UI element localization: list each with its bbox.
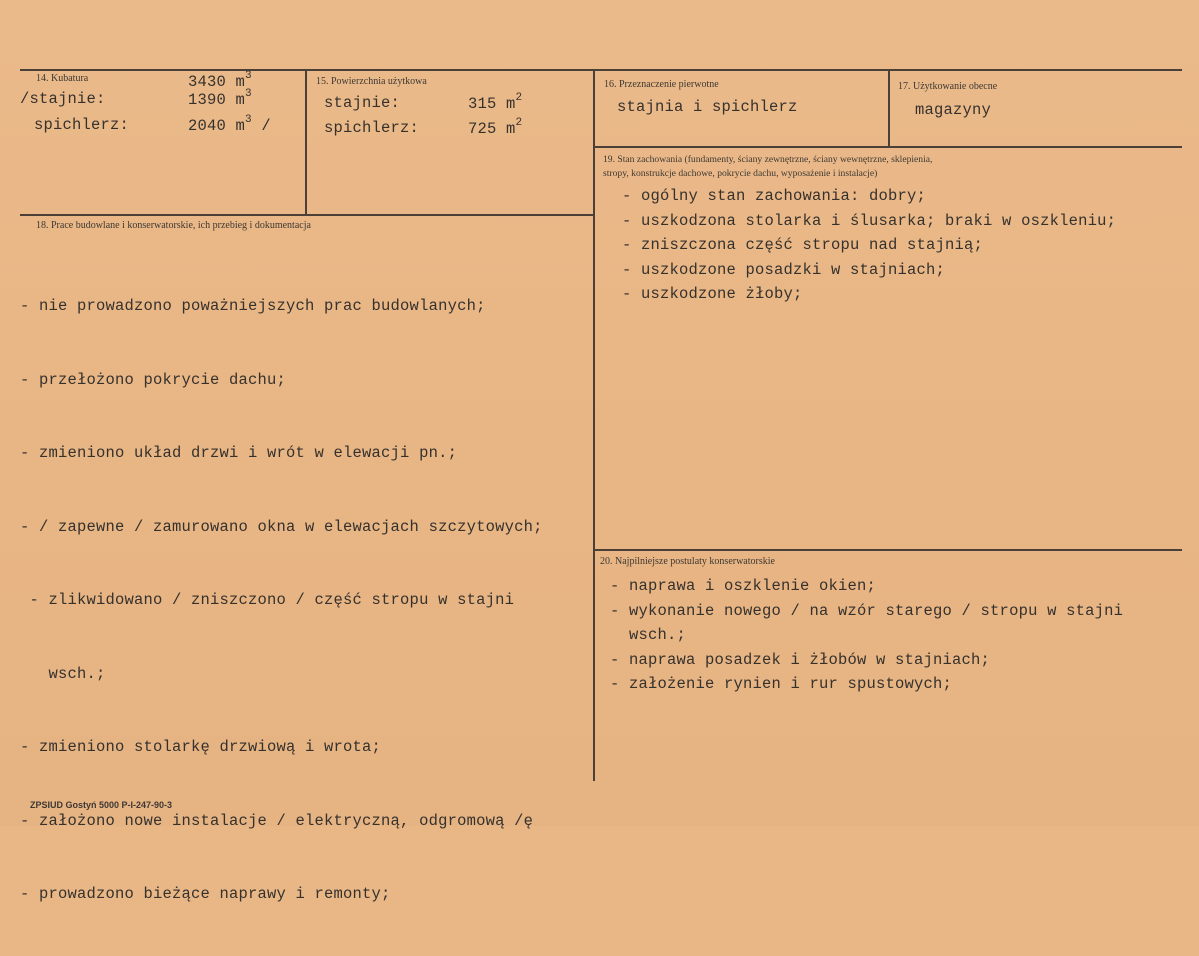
field-14-granary-exp: 3 — [245, 114, 252, 126]
field-18-list — [20, 245, 543, 956]
field-15-granary — [468, 119, 522, 138]
rule-under-14-15 — [20, 214, 594, 216]
list-item: - uszkodzone posadzki w stajniach; — [622, 260, 946, 279]
list-item: - / zapewne / zamurowano okna w elewacjach szczytowych; — [20, 517, 543, 536]
list-item: - nie prowadzono poważniejszych prac budowlanych; — [20, 297, 486, 315]
field-14-label: 14. Kubatura — [36, 73, 89, 84]
field-14-total-unit: m — [235, 73, 246, 92]
field-15-granary-exp: 2 — [515, 117, 523, 129]
field-14-stables-label: /stajnie: — [20, 90, 106, 108]
list-item: - zmieniono stolarkę drzwiową i wrota; — [20, 738, 382, 756]
field-14-stables-unit: m — [235, 91, 246, 110]
field-15-stables-label: stajnie: — [324, 94, 401, 112]
field-16-label: 16. Przeznaczenie pierwotne — [604, 79, 719, 90]
list-item: wsch.; — [20, 664, 106, 683]
field-17-label: 17. Użytkowanie obecne — [898, 81, 998, 92]
field-14-total-exp: 3 — [245, 70, 252, 82]
field-15-stables-value: 315 — [468, 95, 497, 114]
field-20-label: 20. Najpilniejsze postulaty konserwatorskie — [600, 556, 775, 567]
field-19-label-line1: 19. Stan zachowania (fundamenty, ściany zewnętrzne, ściany wewnętrzne, sklepienia, — [603, 154, 933, 165]
field-16-value: stajnia i spichlerz — [617, 98, 798, 116]
divider-main — [593, 69, 595, 781]
list-item: - naprawa posadzek i żłobów w stajniach; — [610, 650, 991, 669]
divider-16-17 — [888, 69, 890, 147]
field-14-granary-suffix: / — [251, 117, 271, 136]
rule-above-20 — [594, 549, 1182, 551]
field-15-granary-label: spichlerz: — [324, 119, 420, 137]
list-item: wsch.; — [610, 626, 687, 644]
field-18-label: 18. Prace budowlane i konserwatorskie, ich przebieg i dokumentacja — [36, 220, 311, 231]
field-15-granary-unit: m — [506, 120, 516, 139]
field-15-stables-exp: 2 — [515, 92, 523, 104]
field-15-label: 15. Powierzchnia użytkowa — [316, 76, 427, 87]
field-14-granary — [188, 116, 271, 135]
list-item: - zniszczona część stropu nad stajnią; — [622, 236, 984, 254]
field-14-stables-value: 1390 — [188, 91, 227, 110]
field-19-label-line2: stropy, konstrukcje dachowe, pokrycie dachu, wyposażenie i instalacje) — [603, 168, 878, 179]
field-14-stables — [188, 90, 252, 109]
field-20-list — [610, 574, 1123, 697]
list-item: - zmieniono układ drzwi i wrót w elewacji pn.; — [20, 444, 458, 462]
list-item: - założono nowe instalacje / elektryczną, odgromową /ę — [20, 811, 534, 830]
list-item: - założenie rynien i rur spustowych; — [610, 675, 953, 693]
field-15-granary-value: 725 — [468, 120, 497, 139]
list-item: - uszkodzona stolarka i ślusarka; braki w oszkleniu; — [622, 211, 1117, 230]
field-17-value: magazyny — [915, 101, 992, 119]
list-item: - naprawa i oszklenie okien; — [610, 577, 877, 595]
field-14-total — [188, 72, 252, 91]
field-14-granary-unit: m — [235, 117, 246, 136]
field-14-granary-label: spichlerz: — [34, 116, 130, 134]
list-item: - przełożono pokrycie dachu; — [20, 370, 287, 389]
list-item: - wykonanie nowego / na wzór starego / stropu w stajni — [610, 601, 1124, 620]
list-item: - zlikwidowano / zniszczono / część stropu w stajni — [20, 591, 515, 609]
field-14-stables-exp: 3 — [245, 88, 252, 100]
field-14-total-value: 3430 — [188, 73, 227, 92]
printer-imprint: ZPSIUD Gostyń 5000 P-I-247-90-3 — [30, 800, 173, 810]
top-rule — [20, 69, 1182, 71]
field-14-granary-value: 2040 — [188, 117, 227, 136]
list-item: - prowadzono bieżące naprawy i remonty; — [20, 885, 391, 903]
divider-14-15 — [305, 69, 307, 215]
field-19-list — [622, 184, 1116, 307]
field-15-stables-unit: m — [506, 95, 516, 114]
list-item: - uszkodzone żłoby; — [622, 285, 803, 303]
field-15-stables — [468, 94, 522, 113]
list-item: - ogólny stan zachowania: dobry; — [622, 187, 927, 205]
